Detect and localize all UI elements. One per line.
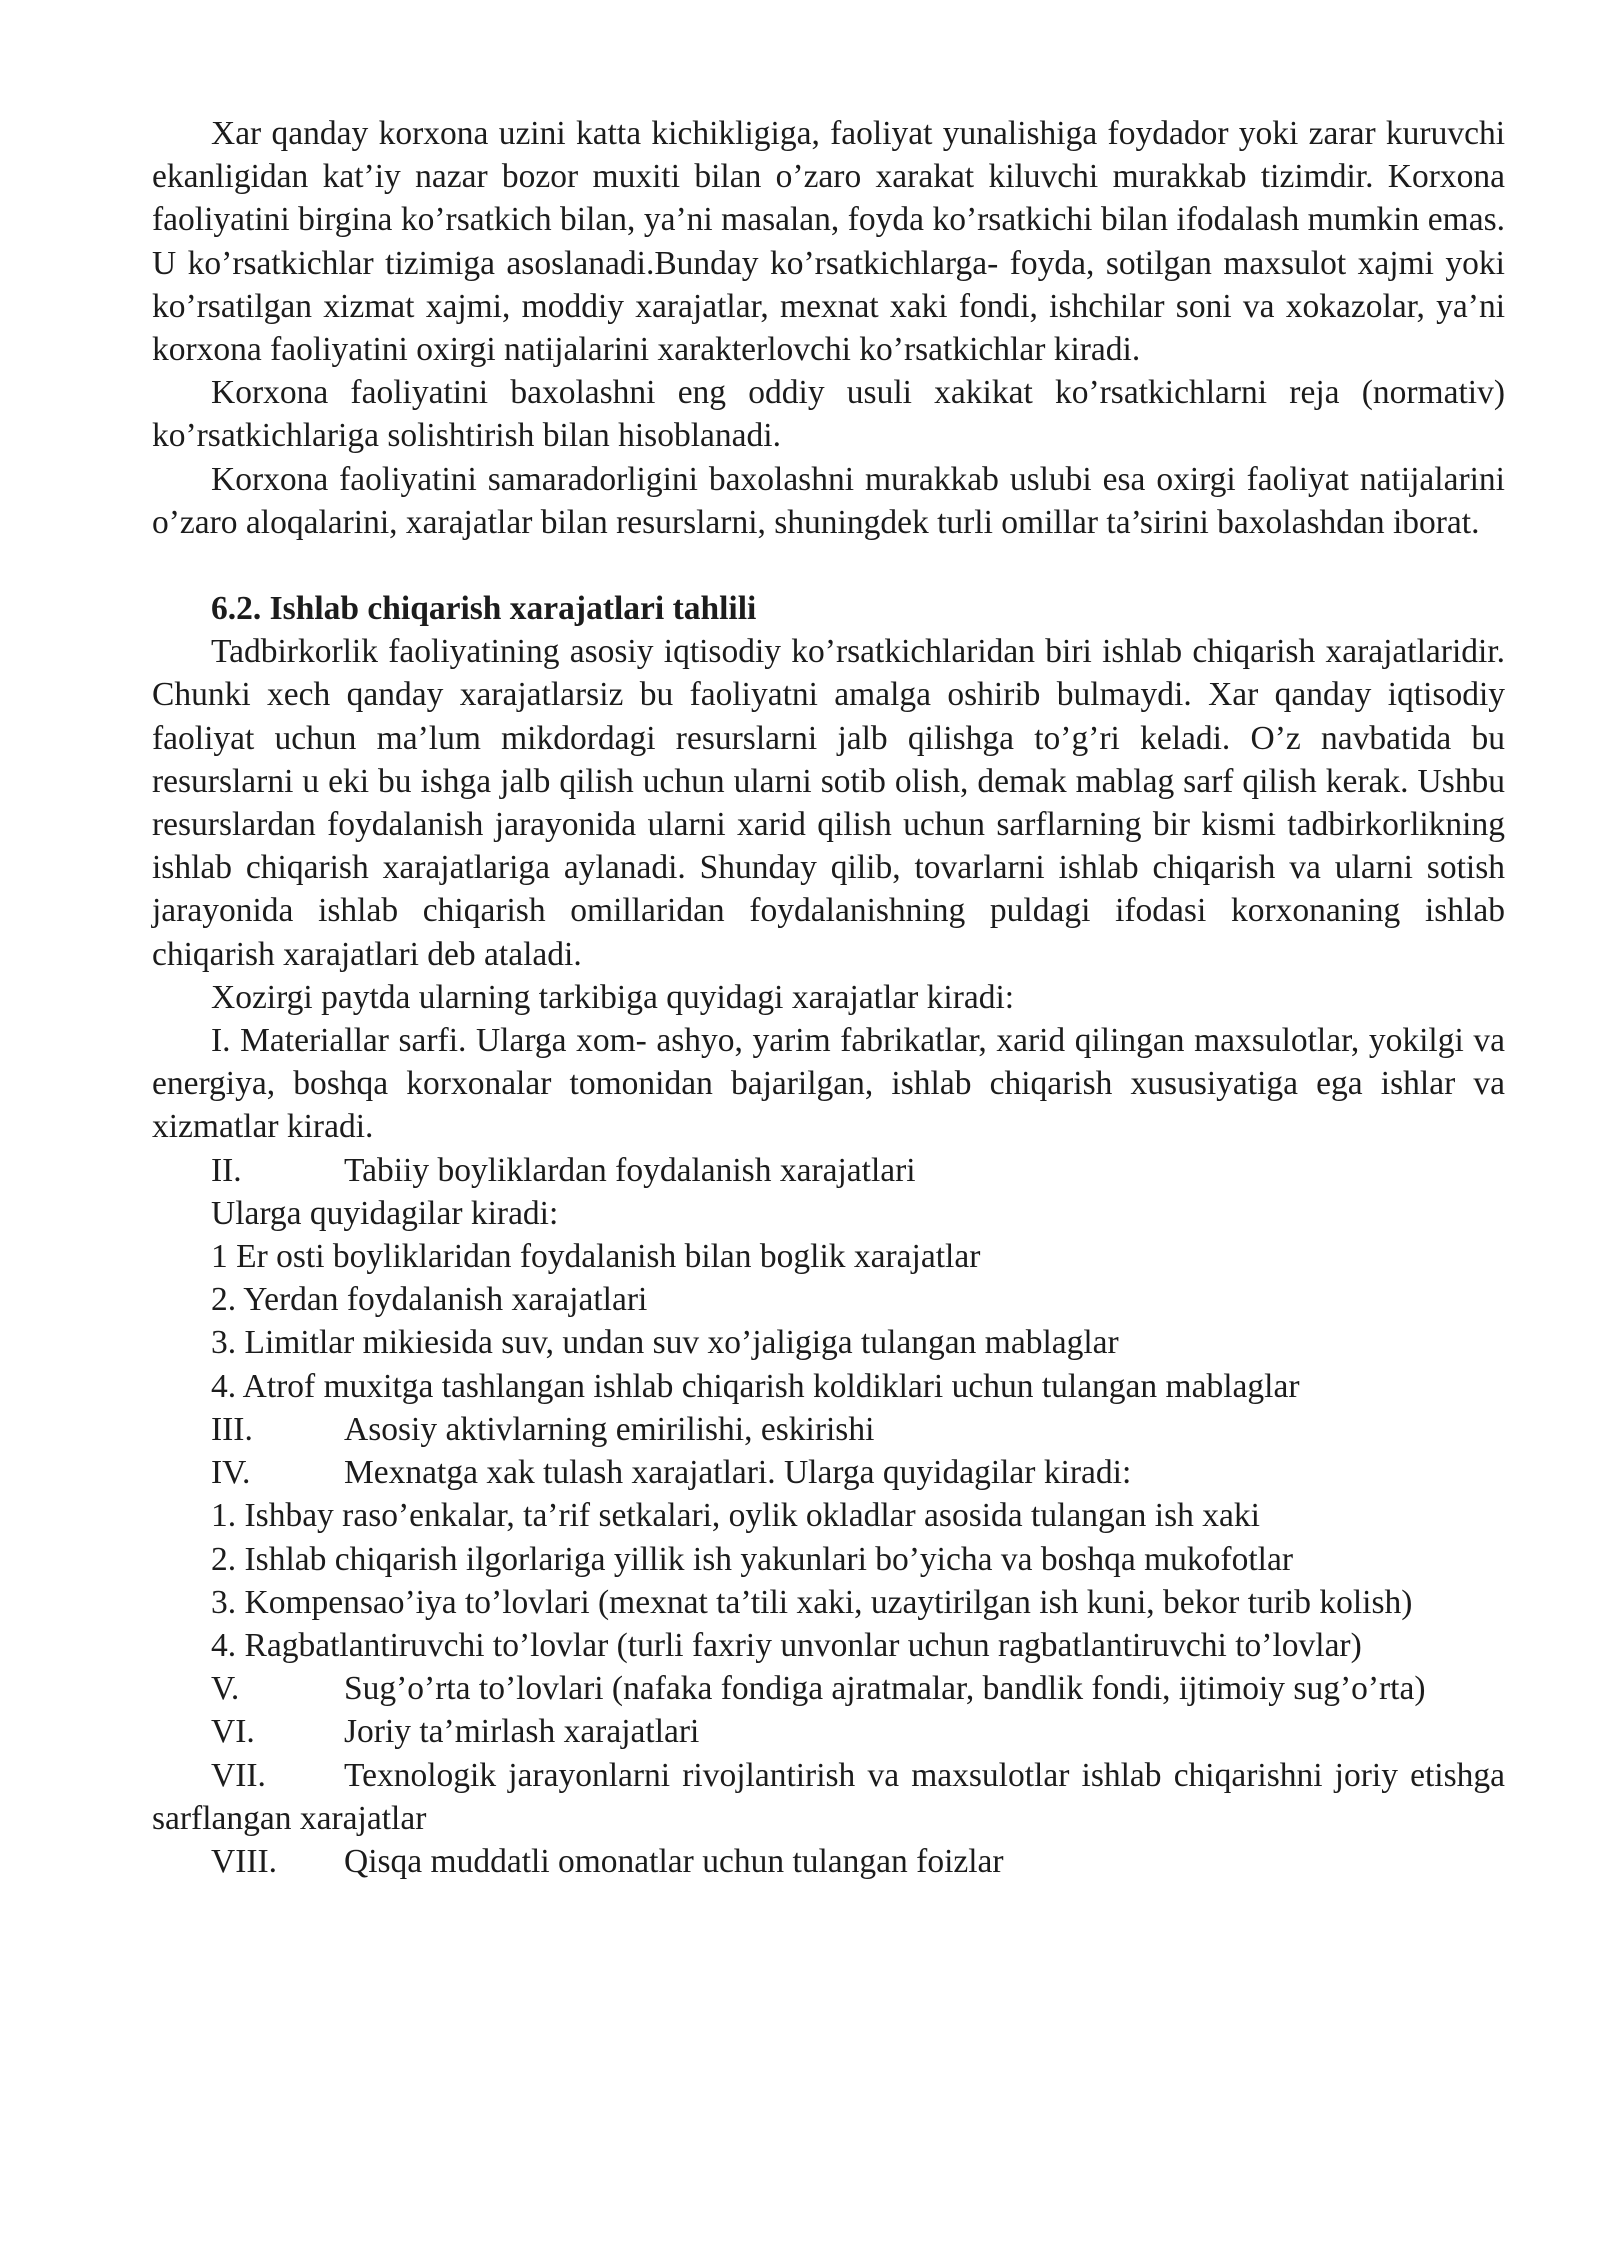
list-text: Mexnatga xak tulash xarajatlari. Ularga quyidagilar kiradi: [344,1454,1132,1492]
intro-paragraph: Xar qanday korxona uzini katta kichikligiga, faoliyat yunalishiga foydador yoki zarar kuruvchi ekanligidan kat’iy nazar bozor muxiti bilan o’zaro xarakat kiluvchi murakkab tizimdir. Korxona faoliyatini birgina ko’rsatkich bilan, ya’ni masalan, foyda ko’rsatkichi bilan ifodalash mumkin emas. U ko’rsatkichlar tizimiga asoslanadi.Bunday ko’rsatkichlarga- foyda, sotilgan maxsulot xajmi yoki ko’rsatilgan xizmat xajmi, moddiy xarajatlar, mexnat xaki fondi, ishchilar soni va xokazolar, ya’ni korxona faoliyatini oxirgi natijalarini xarakterlovchi ko’rsatkichlar kiradi. [152,115,1505,369]
list-text: Qisqa muddatli omonatlar uchun tulangan foizlar [344,1842,1004,1880]
list-number: II. [211,1151,242,1189]
list-text: Joriy ta’mirlash xarajatlari [344,1713,700,1751]
list-text: Tabiiy boyliklardan foydalanish xarajatlari [344,1151,916,1189]
list-item-I: I. Materiallar sarfi. Ularga xom- ashyo, yarim fabrikatlar, xarid qilingan maxsulotlar, yokilgi va energiya, boshqa korxonalar tomonidan bajarilgan, ishlab chiqarish xususiyatiga ega ishlar va xizmatlar kiradi. [152,1022,1505,1146]
sub-line: 2. Yerdan foydalanish xarajatlari [211,1281,648,1319]
list-number: III. [211,1410,253,1448]
sub-paragraph: 3. Kompensao’iya to’lovlari (mexnat ta’tili xaki, uzaytirilgan ish kuni, bekor turib kolish) [211,1583,1413,1621]
sub-line: 1 Er osti boyliklaridan foydalanish bilan boglik xarajatlar [211,1238,981,1276]
list-text: Texnologik jarayonlarni rivojlantirish va maxsulotlar ishlab chiqarishni joriy etishga sarflangan xarajatlar [152,1756,1505,1837]
list-number: V. [211,1670,240,1708]
intro-paragraph: Korxona faoliyatini samaradorligini baxolashni murakkab uslubi esa oxirgi faoliyat natijalarini o’zaro aloqalarini, xarajatlar bilan resurslarni, shuningdek turli omillar ta’sirini baxolashdan iborat. [152,460,1505,541]
sub-line: 4. Atrof muxitga tashlangan ishlab chiqarish koldiklari uchun tulangan mablaglar [211,1367,1300,1405]
list-item-II [152,1149,1505,1192]
sub-line: 2. Ishlab chiqarish ilgorlariga yillik ish yakunlari bo’yicha va boshqa mukofotlar [211,1540,1293,1578]
list-number: VII. [211,1756,266,1794]
section-spacer [152,544,1505,587]
list-number: VIII. [211,1842,278,1880]
list-text: Asosiy aktivlarning emirilishi, eskirishi [344,1410,875,1448]
list-item-VII [152,1754,1505,1840]
list-item-VI [152,1710,1505,1753]
body-line: Xozirgi paytda ularning tarkibiga quyidagi xarajatlar kiradi: [211,978,1015,1016]
list-item-V [152,1667,1505,1710]
intro-paragraph: Korxona faoliyatini baxolashni eng oddiy usuli xakikat ko’rsatkichlarni reja (normativ) ko’rsatkichlariga solishtirish bilan hisoblanadi. [152,374,1505,455]
list-item-VIII [152,1840,1505,1883]
sub-line: 4. Ragbatlantiruvchi to’lovlar (turli faxriy unvonlar uchun ragbatlantiruvchi to’lovlar) [211,1626,1362,1664]
list-text: Sug’o’rta to’lovlari (nafaka fondiga ajratmalar, bandlik fondi, ijtimoiy sug’o’rta) [344,1670,1426,1708]
list-number: VI. [211,1713,255,1751]
sub-line: Ularga quyidagilar kiradi: [211,1194,559,1232]
sub-line: 3. Limitlar mikiesida suv, undan suv xo’jaligiga tulangan mablaglar [211,1324,1119,1362]
body-paragraph: Tadbirkorlik faoliyatining asosiy iqtisodiy ko’rsatkichlaridan biri ishlab chiqarish xarajatlaridir. Chunki xech qanday xarajatlarsiz bu faoliyatni amalga oshirib bulmaydi. Xar qanday iqtisodiy faoliyat uchun ma’lum mikdordagi resurslarni jalb qilishga to’g’ri keladi. O’z navbatida bu resurslarni u eki bu ishga jalb qilish uchun ularni sotib olish, demak mablag sarf qilish kerak. Ushbu resurslardan foydalanish jarayonida ularni xarid qilish uchun sarflarning bir kismi tadbirkorlikning ishlab chiqarish xarajatlariga aylanadi. Shunday qilib, tovarlarni ishlab chiqarish va ularni sotish jarayonida ishlab chiqarish omillaridan foydalanishning puldagi ifodasi korxonaning ishlab chiqarish xarajatlari deb ataladi. [152,633,1505,973]
list-item-IV [152,1451,1505,1494]
list-item-III [152,1408,1505,1451]
section-heading: 6.2. Ishlab chiqarish xarajatlari tahlili [211,590,757,628]
sub-line: 1. Ishbay raso’enkalar, ta’rif setkalari, oylik okladlar asosida tulangan ish xaki [211,1497,1260,1535]
list-number: IV. [211,1454,251,1492]
